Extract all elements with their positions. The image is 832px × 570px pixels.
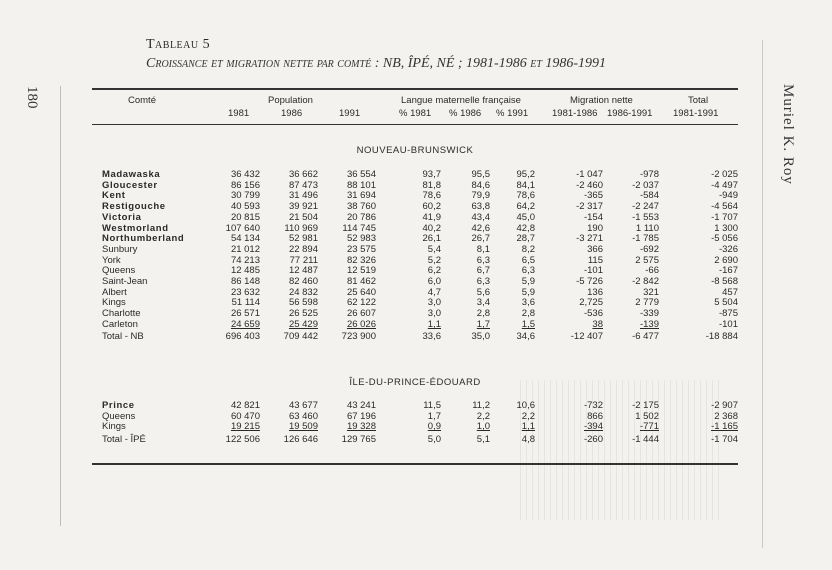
cell-value: 19 509	[288, 421, 318, 433]
table-cell	[535, 422, 603, 433]
cell-value: -2 842	[632, 276, 659, 288]
cell-value: 54 134	[230, 233, 260, 245]
table-cell	[318, 320, 376, 331]
cell-value: 696 403	[225, 331, 260, 343]
table-nb	[92, 170, 738, 345]
cell-value: -167	[718, 265, 738, 277]
cell-value: -339	[639, 308, 659, 320]
cell-value: 51 114	[231, 297, 260, 309]
cell-value: 43 677	[288, 400, 318, 411]
cell-value: 93,7	[422, 169, 441, 180]
table-ipe	[92, 401, 738, 447]
cell-value: 77 211	[289, 254, 318, 266]
cell-value: 709 442	[283, 331, 318, 343]
cell-value: 82 326	[346, 254, 376, 266]
left-margin-rule	[60, 86, 61, 526]
cell-value: -5 056	[711, 233, 738, 245]
cell-value: 23 575	[346, 243, 376, 255]
cell-value: 866	[587, 410, 603, 422]
cell-value: 3,0	[427, 297, 441, 309]
table-cell	[200, 422, 260, 433]
cell-value: 62 122	[346, 297, 376, 309]
county-name: Gloucester	[102, 179, 158, 191]
table-cell	[200, 320, 260, 331]
cell-value: -6 477	[632, 331, 659, 343]
cell-value: 20 815	[230, 211, 260, 223]
cell-value: -2 037	[632, 179, 659, 191]
cell-value: 41,9	[422, 211, 441, 223]
cell-value: 1 110	[635, 222, 659, 234]
header-comte: Comté	[128, 95, 156, 106]
table-row	[92, 331, 738, 345]
cell-value: -536	[583, 308, 603, 320]
cell-value: 28,7	[516, 233, 535, 245]
cell-value: 126 646	[283, 433, 318, 445]
cell-value: 6,0	[427, 276, 441, 288]
cell-value: -1 704	[711, 433, 738, 445]
table-cell	[441, 422, 490, 433]
cell-value: 8,2	[521, 243, 535, 255]
cell-value: 56 598	[288, 297, 318, 309]
cell-value: -4 497	[711, 179, 738, 191]
cell-value: 33,6	[422, 331, 441, 343]
subheader-1981: 1981	[228, 108, 250, 119]
cell-value: 5,9	[521, 276, 535, 288]
cell-value: 6,3	[521, 265, 535, 277]
cell-value: 10,6	[516, 400, 535, 411]
cell-value: -66	[645, 265, 659, 277]
table-cell	[659, 331, 738, 345]
cell-value: 122 506	[225, 433, 260, 445]
cell-value: 11,2	[472, 400, 490, 411]
table-title-part-4: 1986-1991	[541, 56, 607, 71]
cell-value: -1 553	[632, 211, 659, 223]
cell-value: 5,0	[427, 433, 441, 445]
cell-value: 26 571	[230, 308, 260, 320]
cell-value: -4 564	[711, 201, 738, 213]
table-row	[92, 433, 738, 447]
header-total: Total	[688, 95, 709, 106]
cell-value: 38 760	[346, 201, 376, 213]
cell-value: 6,3	[476, 254, 490, 266]
running-head-author: Muriel K. Roy	[780, 84, 796, 185]
cell-value: 78,6	[422, 190, 441, 202]
county-name: Queens	[102, 265, 136, 277]
cell-value: 1 300	[714, 222, 738, 234]
cell-value: 42 821	[230, 400, 260, 411]
table-cell	[376, 331, 441, 345]
cell-value: 74 213	[230, 254, 260, 266]
cell-value: 2,725	[579, 297, 603, 309]
cell-value: 36 432	[230, 169, 260, 180]
cell-value: 67 196	[346, 410, 376, 422]
cell-value: 81,8	[422, 179, 441, 191]
table-cell	[659, 422, 738, 433]
county-name: Total - ÎPÉ	[102, 433, 146, 445]
right-margin-rule	[762, 40, 763, 548]
table-title-part-2: : NB, ÎPÉ, NÉ ; 1981-1986	[371, 56, 531, 71]
county-name: Saint-Jean	[102, 276, 148, 288]
cell-value: 12 485	[230, 265, 260, 277]
cell-value: 95,5	[471, 169, 490, 180]
cell-value: 23 632	[230, 286, 260, 298]
table-cell	[441, 320, 490, 331]
cell-value: 3,4	[476, 297, 490, 309]
cell-value: 31 694	[346, 190, 376, 202]
cell-value: 88 101	[346, 179, 376, 191]
table-title-part-1: Croissance et migration nette par comté	[146, 56, 372, 71]
cell-value: 60 470	[230, 410, 260, 422]
cell-value: -326	[718, 243, 738, 255]
cell-value: -1 707	[711, 211, 738, 223]
cell-value: 78,6	[516, 190, 535, 202]
cell-value: 24 659	[230, 318, 260, 330]
cell-value: -2 175	[632, 400, 659, 411]
subheader-pct-1981: % 1981	[399, 108, 432, 119]
table-cell	[603, 320, 659, 331]
cell-value: 25 640	[346, 286, 376, 298]
cell-value: -1 785	[632, 233, 659, 245]
table-cell	[603, 422, 659, 433]
table-cell	[376, 433, 441, 447]
cell-value: 84,6	[471, 179, 490, 191]
cell-value: 2,8	[521, 308, 535, 320]
cell-value: 190	[587, 222, 603, 234]
cell-value: 26,1	[422, 233, 441, 245]
cell-value: 34,6	[516, 331, 535, 343]
table-title-part-3: et	[530, 56, 542, 71]
page-number: 180	[24, 86, 40, 109]
cell-value: 35,0	[471, 331, 490, 343]
table-cell	[490, 433, 535, 447]
cell-value: 1,7	[476, 318, 490, 330]
cell-value: -154	[583, 211, 603, 223]
cell-value: 25 429	[288, 318, 318, 330]
cell-value: 60,2	[422, 201, 441, 213]
cell-value: 26 026	[346, 318, 376, 330]
cell-value: 12 487	[288, 265, 318, 277]
cell-value: -365	[583, 190, 603, 202]
subheader-pct-1986: % 1986	[449, 108, 482, 119]
cell-value: 84,1	[516, 179, 535, 191]
county-name: Albert	[102, 286, 127, 298]
cell-value: -12 407	[570, 331, 603, 343]
cell-value: 40,2	[422, 222, 441, 234]
county-name: York	[102, 254, 121, 266]
header-langue: Langue maternelle française	[401, 95, 521, 106]
cell-value: 36 662	[288, 169, 318, 180]
table-cell	[200, 331, 260, 345]
cell-value: 4,8	[521, 433, 535, 445]
table-label: Tableau 5	[146, 37, 211, 52]
cell-value: 86 156	[230, 179, 260, 191]
cell-value: 64,2	[516, 201, 535, 213]
cell-value: -1 444	[632, 433, 659, 445]
county-name: Kings	[102, 421, 126, 433]
cell-value: 2 779	[635, 297, 659, 309]
cell-value: 45,0	[516, 211, 535, 223]
table-cell	[441, 331, 490, 345]
cell-value: -949	[718, 190, 738, 202]
table-row	[92, 320, 738, 331]
cell-value: 79,9	[471, 190, 490, 202]
table-cell	[490, 422, 535, 433]
county-name: Restigouche	[102, 201, 166, 213]
table-cell	[376, 320, 441, 331]
county-name: Kent	[102, 190, 126, 202]
table-cell	[535, 320, 603, 331]
cell-value: 1,5	[521, 318, 535, 330]
county-name: Carleton	[102, 318, 138, 330]
cell-value: 87 473	[288, 179, 318, 191]
cell-value: 21 504	[288, 211, 318, 223]
cell-value: 2,2	[476, 410, 490, 422]
table-cell	[603, 433, 659, 447]
table-cell	[603, 331, 659, 345]
cell-value: -2 025	[711, 169, 738, 180]
table-row	[92, 256, 738, 267]
cell-value: 38	[592, 318, 603, 330]
cell-value: 6,2	[427, 265, 441, 277]
table-cell	[659, 320, 738, 331]
subheader-pct-1991: % 1991	[496, 108, 529, 119]
section-title-nb: NOUVEAU-BRUNSWICK	[356, 145, 474, 156]
county-name: Madawaska	[102, 169, 161, 180]
cell-value: 110 969	[284, 222, 318, 234]
cell-value: -8 568	[711, 276, 738, 288]
table-bottom-rule	[92, 463, 738, 465]
cell-value: 6,3	[476, 276, 490, 288]
county-name: Victoria	[102, 211, 142, 223]
cell-value: -732	[583, 400, 603, 411]
cell-value: 5,4	[427, 243, 441, 255]
table-cell	[260, 331, 318, 345]
cell-value: 136	[587, 286, 603, 298]
cell-value: 3,0	[427, 308, 441, 320]
cell-value: 42,8	[516, 222, 535, 234]
table-cell	[318, 433, 376, 447]
table-cell	[318, 331, 376, 345]
cell-value: 3,6	[521, 297, 535, 309]
cell-value: -2 247	[632, 201, 659, 213]
cell-value: -771	[639, 421, 659, 433]
cell-value: 26 607	[346, 308, 376, 320]
table-row	[92, 277, 738, 288]
county-name: Charlotte	[102, 308, 141, 320]
table-cell	[490, 331, 535, 345]
cell-value: -3 271	[576, 233, 603, 245]
cell-value: 8,1	[476, 243, 490, 255]
cell-value: 723 900	[341, 331, 376, 343]
county-name: Total - NB	[102, 331, 144, 343]
cell-value: 4,7	[427, 286, 441, 298]
cell-value: 321	[643, 286, 659, 298]
cell-value: 11,5	[423, 400, 441, 411]
table-cell	[200, 433, 260, 447]
cell-value: -2 460	[576, 179, 603, 191]
cell-value: 2,2	[521, 410, 535, 422]
cell-value: 20 786	[346, 211, 376, 223]
cell-value: 82 460	[288, 276, 318, 288]
table-row	[92, 422, 738, 433]
cell-value: 6,5	[521, 254, 535, 266]
county-name: Northumberland	[102, 233, 185, 245]
cell-value: 5,9	[521, 286, 535, 298]
cell-value: 24 832	[288, 286, 318, 298]
cell-value: 26,7	[471, 233, 490, 245]
cell-value: 52 981	[288, 233, 318, 245]
cell-value: -1 047	[576, 169, 603, 180]
table-cell	[318, 422, 376, 433]
cell-value: 2 575	[635, 254, 659, 266]
cell-value: 39 921	[288, 201, 318, 213]
cell-value: 2 368	[714, 410, 738, 422]
table-cell	[659, 433, 738, 447]
cell-value: 1,1	[521, 421, 535, 433]
cell-value: 63 460	[288, 410, 318, 422]
table-cell	[490, 320, 535, 331]
cell-value: 19 215	[230, 421, 260, 433]
cell-value: -978	[639, 169, 659, 180]
cell-value: -101	[583, 265, 603, 277]
cell-value: 30 799	[230, 190, 260, 202]
table-header-rule	[92, 124, 738, 125]
cell-value: 129 765	[341, 433, 376, 445]
cell-value: 114 745	[342, 222, 376, 234]
header-migration: Migration nette	[570, 95, 633, 106]
section-title-ipe: ÎLE-DU-PRINCE-ÉDOUARD	[349, 377, 481, 388]
cell-value: -2 907	[711, 400, 738, 411]
cell-value: 5,1	[476, 433, 490, 445]
cell-value: 81 462	[346, 276, 376, 288]
cell-value: 19 328	[346, 421, 376, 433]
cell-value: 5 504	[714, 297, 738, 309]
cell-value: 1,7	[427, 410, 441, 422]
cell-value: -875	[718, 308, 738, 320]
cell-value: 43,4	[471, 211, 490, 223]
subheader-mig-1986-1991: 1986-1991	[607, 108, 653, 119]
cell-value: 43 241	[346, 400, 376, 411]
table-cell	[260, 433, 318, 447]
table-cell	[260, 320, 318, 331]
table-cell	[535, 433, 603, 447]
table-top-rule	[92, 88, 738, 90]
cell-value: 457	[722, 286, 738, 298]
cell-value: 5,6	[476, 286, 490, 298]
cell-value: 1 502	[635, 410, 659, 422]
cell-value: 21 012	[230, 243, 260, 255]
cell-value: 1,0	[476, 421, 490, 433]
cell-value: 22 894	[288, 243, 318, 255]
cell-value: -5 726	[576, 276, 603, 288]
cell-value: 12 519	[346, 265, 376, 277]
cell-value: 366	[587, 243, 603, 255]
subheader-total-1981-1991: 1981-1991	[673, 108, 719, 119]
cell-value: -394	[583, 421, 603, 433]
table-title	[146, 56, 606, 72]
cell-value: -260	[583, 433, 603, 445]
county-name: Kings	[102, 297, 126, 309]
cell-value: 52 983	[346, 233, 376, 245]
cell-value: -18 884	[705, 331, 738, 343]
table-cell	[260, 422, 318, 433]
cell-value: 107 640	[225, 222, 260, 234]
subheader-1991: 1991	[339, 108, 361, 119]
cell-value: 0,9	[427, 421, 441, 433]
county-name: Prince	[102, 400, 135, 411]
header-population: Population	[268, 95, 313, 106]
cell-value: -139	[639, 318, 659, 330]
cell-value: 63,8	[471, 201, 490, 213]
table-cell	[535, 331, 603, 345]
cell-value: 6,7	[476, 265, 490, 277]
cell-value: -101	[718, 318, 738, 330]
subheader-1986: 1986	[281, 108, 303, 119]
cell-value: 42,6	[471, 222, 490, 234]
cell-value: -2 317	[576, 201, 603, 213]
table-cell	[441, 433, 490, 447]
cell-value: 36 554	[346, 169, 376, 180]
cell-value: 40 593	[230, 201, 260, 213]
cell-value: 86 148	[230, 276, 260, 288]
subheader-mig-1981-1986: 1981-1986	[552, 108, 598, 119]
table-cell	[376, 422, 441, 433]
county-name: Queens	[102, 410, 136, 422]
cell-value: 95,2	[516, 169, 535, 180]
cell-value: 1,1	[427, 318, 441, 330]
cell-value: 115	[587, 254, 603, 266]
county-name: Westmorland	[102, 222, 169, 234]
cell-value: 5,2	[427, 254, 441, 266]
cell-value: -584	[639, 190, 659, 202]
cell-value: -692	[639, 243, 659, 255]
cell-value: 2,8	[476, 308, 490, 320]
cell-value: -1 165	[711, 421, 738, 433]
cell-value: 26 525	[288, 308, 318, 320]
cell-value: 2 690	[714, 254, 738, 266]
county-name: Sunbury	[102, 243, 138, 255]
cell-value: 31 496	[288, 190, 318, 202]
